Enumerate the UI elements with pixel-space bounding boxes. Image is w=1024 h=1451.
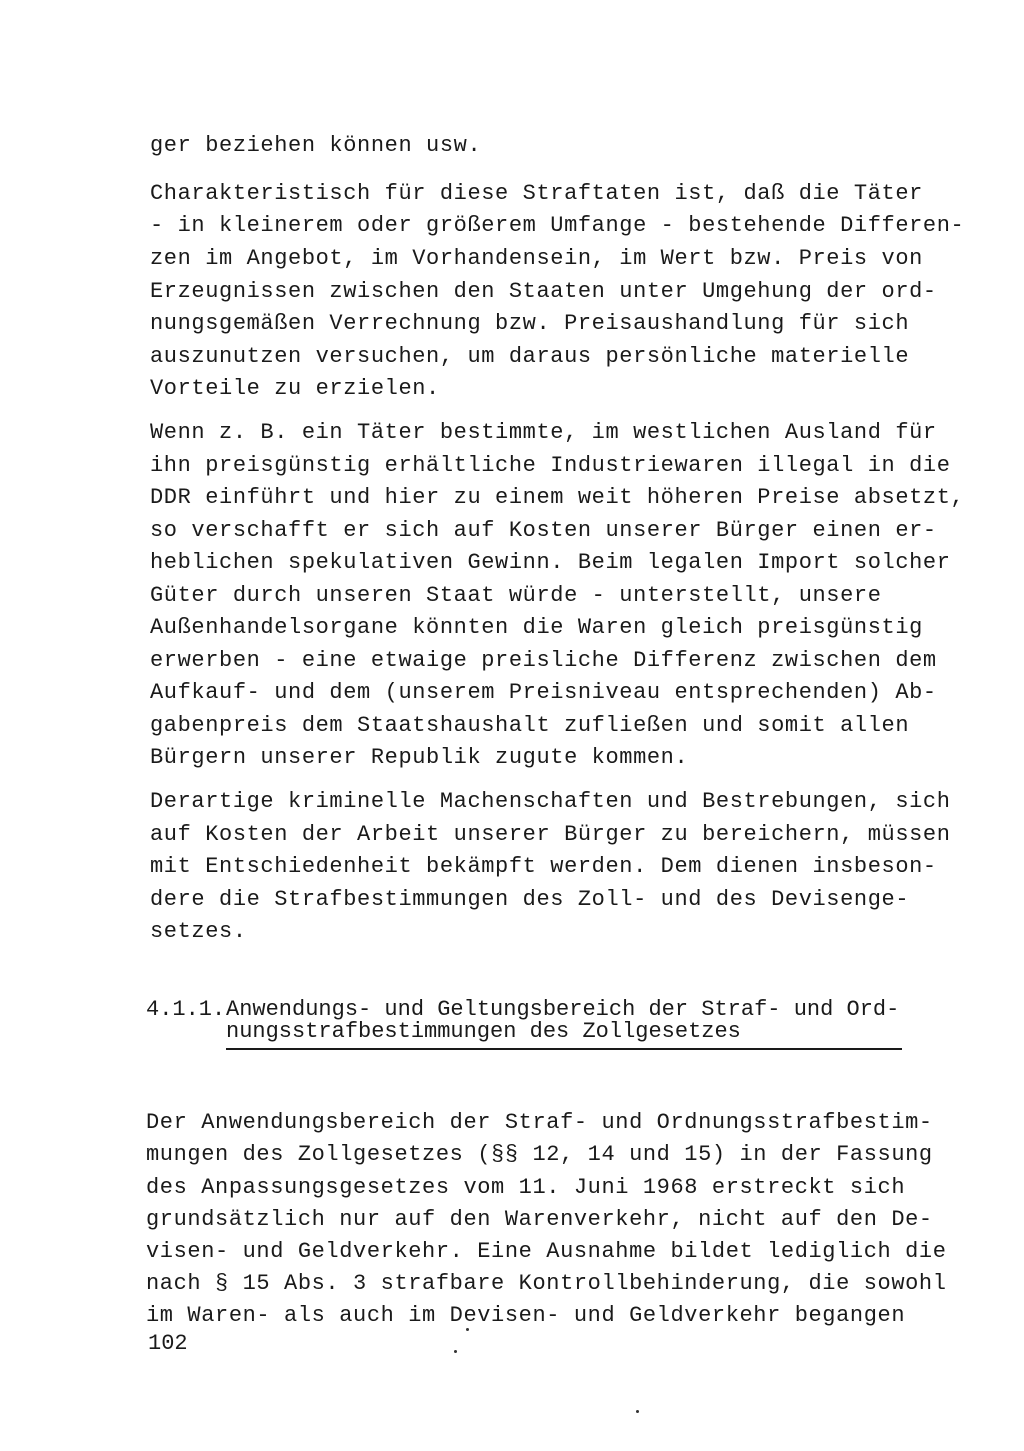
- text-line: heblichen spekulativen Gewinn. Beim legalen Import solcher: [150, 550, 951, 575]
- text-line: Vorteile zu erzielen.: [150, 376, 440, 401]
- text-line: mit Entschiedenheit bekämpft werden. Dem dienen insbeson-: [150, 854, 937, 879]
- text-line: DDR einführt und hier zu einem weit höheren Preise absetzt,: [150, 485, 965, 510]
- scan-speck: [454, 1350, 457, 1353]
- text-line: Güter durch unseren Staat würde - unterstellt, unsere: [150, 583, 882, 608]
- text-line: ihn preisgünstig erhältliche Industriewaren illegal in die: [150, 453, 951, 478]
- page-number: 102: [148, 1331, 188, 1356]
- text-line: auszunutzen versuchen, um daraus persönliche materielle: [150, 344, 910, 369]
- text-line: Wenn z. B. ein Täter bestimmte, im westlichen Ausland für: [150, 420, 937, 445]
- text-line: Erzeugnissen zwischen den Staaten unter Umgehung der ord-: [150, 279, 937, 304]
- text-line: ger beziehen können usw.: [150, 133, 482, 158]
- text-line: setzes.: [150, 919, 247, 944]
- text-line: Außenhandelsorgane könnten die Waren gleich preisgünstig: [150, 615, 923, 640]
- text-line: erwerben - eine etwaige preisliche Differenz zwischen dem: [150, 648, 937, 673]
- text-line: Aufkauf- und dem (unserem Preisniveau entsprechenden) Ab-: [150, 680, 937, 705]
- text-line: Derartige kriminelle Machenschaften und Bestrebungen, sich: [150, 789, 951, 814]
- text-line: im Waren- als auch im Devisen- und Geldverkehr begangen: [146, 1303, 906, 1328]
- section-number: 4.1.1.: [146, 997, 226, 1022]
- section-underline: [226, 1048, 902, 1050]
- scan-speck: [466, 1328, 469, 1331]
- text-line: Der Anwendungsbereich der Straf- und Ordnungsstrafbestim-: [146, 1110, 933, 1135]
- scan-speck: [636, 1410, 639, 1413]
- text-line: auf Kosten der Arbeit unserer Bürger zu bereichern, müssen: [150, 822, 951, 847]
- text-line: so verschafft er sich auf Kosten unserer Bürger einen er-: [150, 518, 937, 543]
- text-line: Charakteristisch für diese Straftaten ist, daß die Täter: [150, 181, 923, 206]
- text-line: nungsgemäßen Verrechnung bzw. Preisaushandlung für sich: [150, 311, 910, 336]
- text-line: - in kleinerem oder größerem Umfange - bestehende Differen-: [150, 213, 965, 238]
- section-title-line: nungsstrafbestimmungen des Zollgesetzes: [226, 1019, 741, 1044]
- text-line: nach § 15 Abs. 3 strafbare Kontrollbehinderung, die sowohl: [146, 1271, 947, 1296]
- section-title-line: Anwendungs- und Geltungsbereich der Straf- und Ord-: [226, 997, 900, 1022]
- text-line: des Anpassungsgesetzes vom 11. Juni 1968 erstreckt sich: [146, 1175, 906, 1200]
- text-line: gabenpreis dem Staatshaushalt zufließen und somit allen: [150, 713, 910, 738]
- text-line: mungen des Zollgesetzes (§§ 12, 14 und 15) in der Fassung: [146, 1142, 933, 1167]
- text-line: grundsätzlich nur auf den Warenverkehr, nicht auf den De-: [146, 1207, 933, 1232]
- text-line: dere die Strafbestimmungen des Zoll- und des Devisenge-: [150, 887, 910, 912]
- text-line: visen- und Geldverkehr. Eine Ausnahme bildet lediglich die: [146, 1239, 947, 1264]
- text-line: Bürgern unserer Republik zugute kommen.: [150, 745, 689, 770]
- text-line: zen im Angebot, im Vorhandensein, im Wert bzw. Preis von: [150, 246, 923, 271]
